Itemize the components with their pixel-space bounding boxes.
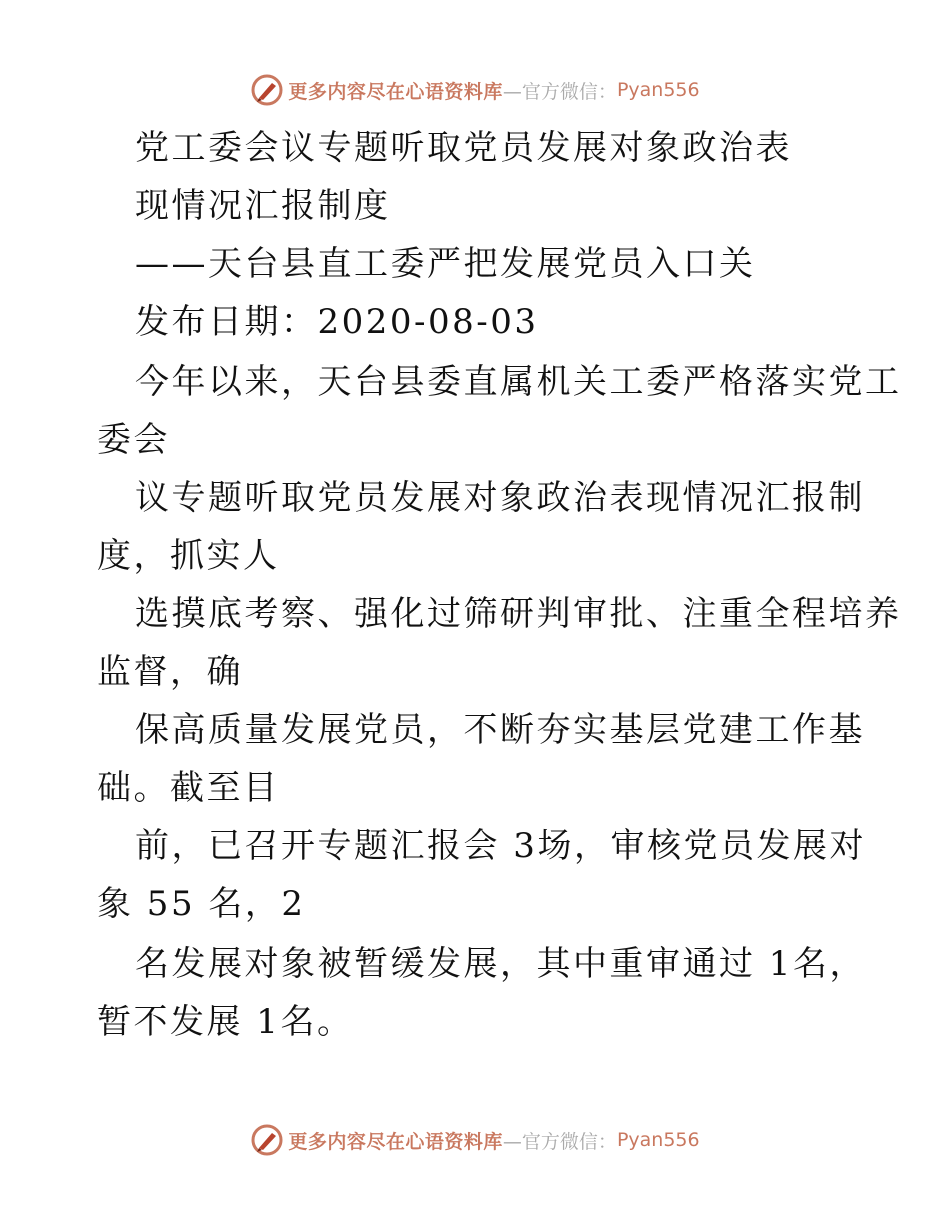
doc-body-line: 今年以来，天台县委直属机关工委严格落实党工 — [135, 362, 902, 402]
pen-circle-logo-icon — [250, 1123, 284, 1157]
doc-body-line: 选摸底考察、强化过筛研判审批、注重全程培养 — [135, 594, 902, 634]
doc-body-line: 监督，确 — [97, 652, 243, 692]
watermark-separator: —官方微信： — [502, 80, 617, 103]
doc-body-line: 议专题听取党员发展对象政治表现情况汇报制 — [135, 478, 865, 518]
watermark-footer — [0, 1120, 950, 1160]
doc-title-line-2: 现情况汇报制度 — [135, 186, 391, 226]
watermark-header — [0, 70, 950, 110]
pen-circle-logo-icon — [250, 73, 284, 107]
doc-body-line: 度，抓实人 — [97, 536, 280, 576]
watermark-text: 更多内容尽在心语资料库 — [288, 80, 503, 103]
doc-publish-date: 发布日期：2020-08-03 — [135, 302, 539, 342]
watermark-account: Pyan556 — [616, 1129, 700, 1151]
doc-subtitle: ——天台县直工委严把发展党员入口关 — [135, 244, 756, 284]
doc-body-line: 础。截至目 — [97, 768, 280, 808]
doc-body-line: 前，已召开专题汇报会 3场，审核党员发展对 — [135, 826, 866, 866]
watermark-account: Pyan556 — [616, 79, 700, 101]
doc-body-line: 名发展对象被暂缓发展，其中重审通过 1名， — [135, 944, 866, 984]
watermark-text: 更多内容尽在心语资料库 — [288, 1130, 503, 1153]
doc-body-line: 暂不发展 1名。 — [97, 1002, 354, 1042]
watermark-separator: —官方微信： — [502, 1130, 617, 1153]
doc-body-line: 委会 — [97, 420, 170, 460]
doc-body-line: 象 55 名，2 — [97, 884, 306, 924]
doc-title-line-1: 党工委会议专题听取党员发展对象政治表 — [135, 128, 792, 168]
doc-body-line: 保高质量发展党员，不断夯实基层党建工作基 — [135, 710, 865, 750]
